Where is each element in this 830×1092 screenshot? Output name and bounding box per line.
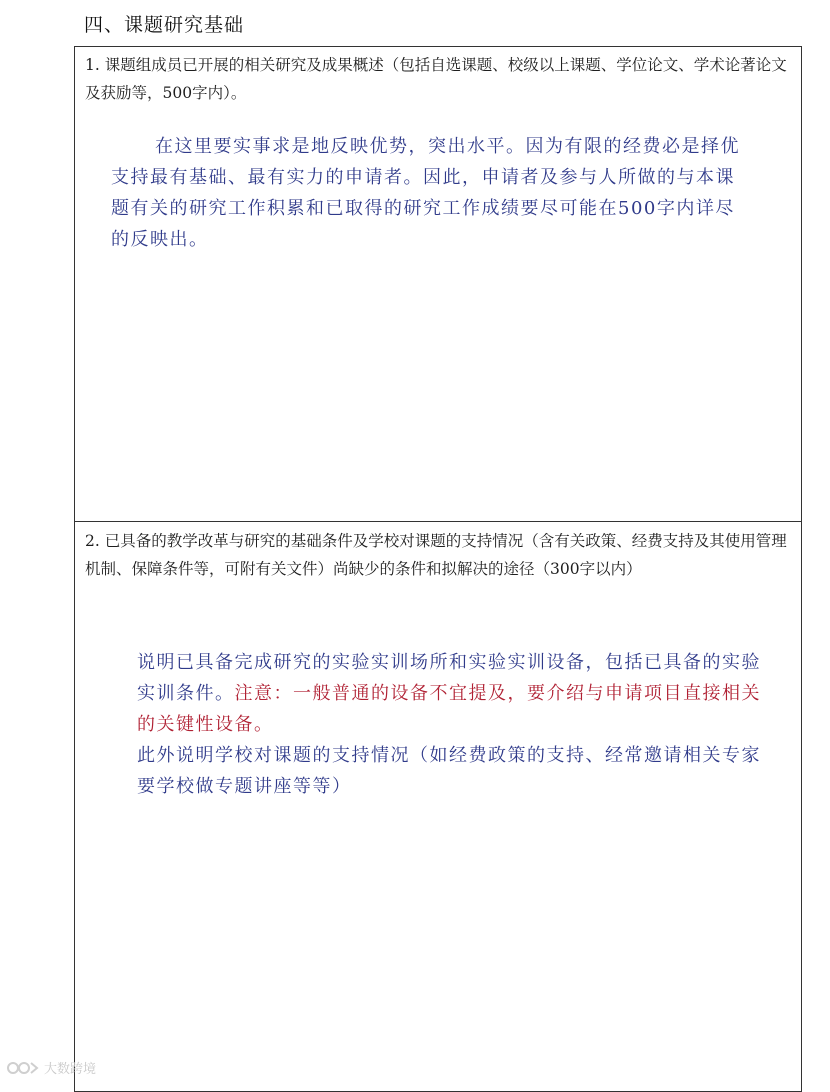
section2-blue-text: 说明已具备完成研究的实验实训场所和实验实训设备，包括已具备的实验实训条件。	[137, 652, 761, 704]
watermark-text: 大数跨境	[44, 1062, 97, 1077]
section2-red-note: 注意：一般普通的设备不宜提及，要介绍与申请项目直接相关的关键性设备。	[137, 683, 761, 735]
section1-handwritten-note	[111, 131, 751, 255]
form-table	[74, 46, 802, 1092]
section2-handwritten-note	[99, 647, 779, 802]
section1-prompt: 1. 课题组成员已开展的相关研究及成果概述（包括自选课题、校级以上课题、学位论文、学术论著论文及获励等，500字内）。	[85, 56, 787, 102]
section2-paragraph-1	[99, 647, 779, 740]
logo-icon	[6, 1059, 40, 1077]
section2-prompt: 2. 已具备的教学改革与研究的基础条件及学校对课题的支持情况（含有关政策、经费支持及其使用管理机制、保障条件等，可附有关文件）尚缺少的条件和拟解决的途径（300字以内）	[85, 532, 787, 578]
section-divider	[75, 521, 801, 522]
section1-handwritten-text: 在这里要实事求是地反映优势，突出水平。因为有限的经费必是择优支持最有基础、最有实力的申请者。因此，申请者及参与人所做的与本课题有关的研究工作积累和已取得的研究工作成绩要尽可能在500字内详尽的反映出。	[111, 136, 740, 250]
section-heading: 四、课题研究基础	[84, 14, 245, 36]
section2-paragraph-2: 此外说明学校对课题的支持情况（如经费政策的支持、经常邀请相关专家要学校做专题讲座等等）	[137, 745, 761, 797]
watermark	[6, 1058, 96, 1077]
